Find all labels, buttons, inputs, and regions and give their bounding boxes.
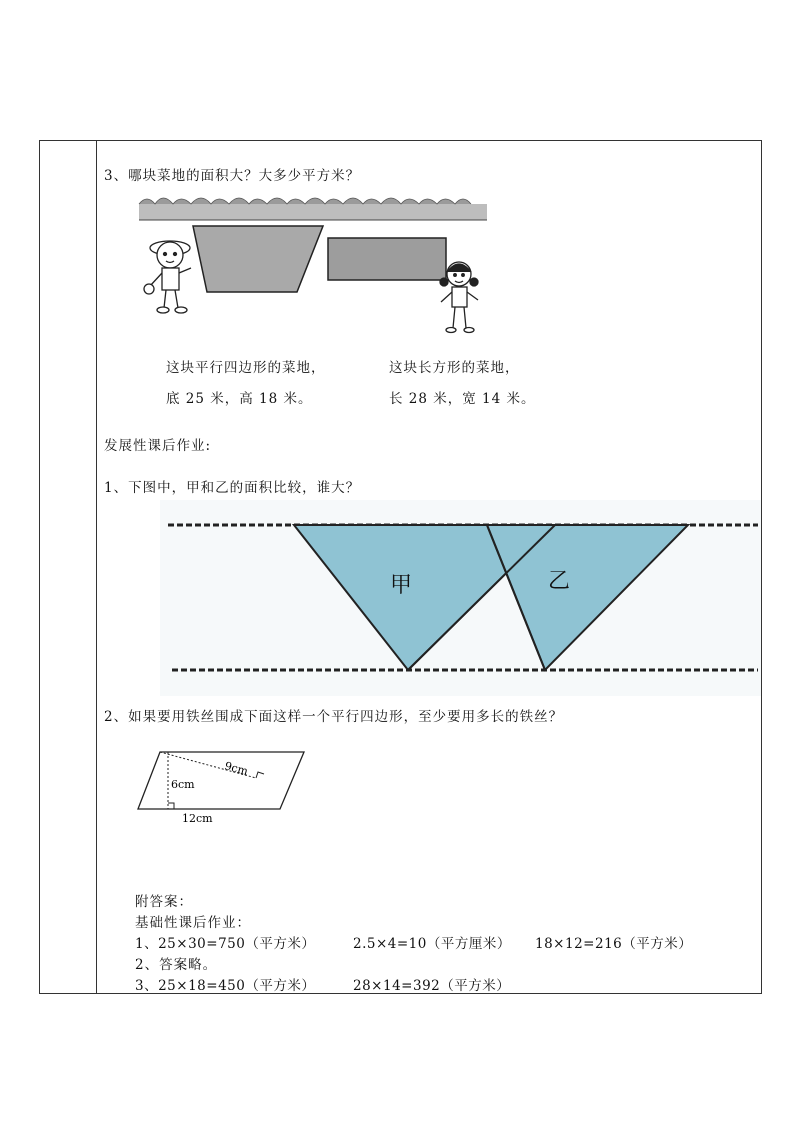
answer-3b: 28×14=392（平方米） [353, 978, 511, 994]
label-12cm: 12cm [182, 812, 213, 825]
answers-subheading: 基础性课后作业： [135, 915, 251, 931]
hedge-strip [139, 204, 487, 220]
label-yi: 乙 [548, 569, 571, 594]
label-jia: 甲 [390, 573, 413, 598]
parallelogram-description-2: 底 25 米，高 18 米。 [166, 391, 313, 407]
label-6cm: 6cm [171, 778, 195, 791]
parallelogram-garden [193, 226, 323, 292]
label-9cm: 9cm [223, 759, 250, 779]
rectangle-garden [328, 238, 446, 280]
q2-title: 2、如果要用铁丝围成下面这样一个平行四边形，至少要用多长的铁丝？ [104, 709, 564, 725]
column-divider [96, 141, 97, 993]
rectangle-description-2: 长 28 米，宽 14 米。 [389, 391, 536, 407]
triangle-yi [487, 525, 688, 670]
answer-2: 2、答案略。 [135, 957, 218, 973]
rectangle-description-1: 这块长方形的菜地， [389, 360, 520, 376]
answers-heading: 附答案： [135, 894, 193, 910]
hedge-tops [139, 198, 471, 204]
answer-1a: 1、25×30=750（平方米） [135, 936, 316, 952]
q1-title: 1、下图中，甲和乙的面积比较，谁大？ [104, 480, 361, 496]
section-title: 发展性课后作业: [104, 438, 212, 454]
q3-title: 3、哪块菜地的面积大？大多少平方米？ [104, 168, 361, 184]
answer-1b: 2.5×4=10（平方厘米） [353, 936, 511, 952]
boy-figure [144, 241, 191, 313]
parallelogram-description-1: 这块平行四边形的菜地， [166, 360, 326, 376]
parallelogram-shape [138, 752, 304, 809]
parallelogram-figure [134, 745, 314, 825]
answer-1c: 18×12=216（平方米） [535, 936, 693, 952]
vegetable-garden-illustration [135, 188, 495, 338]
triangles-figure [160, 500, 761, 696]
answer-3a: 3、25×18=450（平方米） [135, 978, 316, 994]
